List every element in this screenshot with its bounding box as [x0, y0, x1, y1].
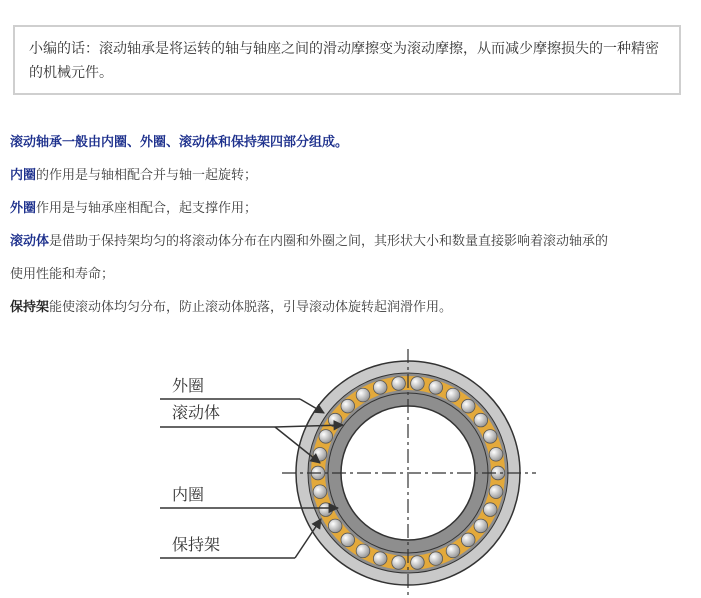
rolling-element-ball: [392, 377, 406, 391]
rolling-element-ball: [319, 503, 333, 517]
rolling-element-ball: [489, 447, 503, 461]
rolling-element-ball: [483, 430, 497, 444]
outer-ring-desc: 作用是与轴承座相配合，起支撑作用；: [36, 201, 258, 216]
rolling-element-ball: [328, 519, 342, 533]
outer-ring-term: 外圈: [10, 201, 37, 216]
inner-ring-term: 内圈: [10, 168, 37, 183]
cage-term: 保持架: [10, 300, 50, 315]
editor-note-box: [13, 25, 681, 95]
cage-paragraph: [10, 296, 452, 315]
label-outer-ring: 外圈: [172, 376, 205, 395]
rolling-element-ball: [392, 556, 406, 570]
rolling-element-term: 滚动体: [10, 234, 50, 249]
rolling-element-paragraph-cont: 使用性能和寿命；: [10, 267, 115, 282]
rolling-element-ball: [461, 533, 475, 547]
rolling-element-ball: [356, 388, 370, 402]
rolling-element-ball: [341, 533, 355, 547]
rolling-element-ball: [341, 399, 355, 413]
rolling-element-ball: [356, 544, 370, 558]
outer-ring-paragraph: [10, 197, 257, 216]
inner-ring-desc: 的作用是与轴相配合并与轴一起旋转；: [36, 168, 258, 183]
label-cage: 保持架: [172, 535, 221, 554]
editor-note-text: 小编的话：滚动轴承是将运转的轴与轴座之间的滑动摩擦变为滚动摩擦，从而减少摩擦损失的一种精密的机械元件。: [29, 41, 659, 81]
intro-paragraph: 滚动轴承一般由内圈、外圈、滚动体和保持架四部分组成。: [10, 135, 349, 150]
rolling-element-paragraph: [10, 230, 608, 249]
rolling-element-ball: [489, 485, 503, 499]
rolling-element-ball: [319, 430, 333, 444]
rolling-element-ball: [373, 381, 387, 395]
rolling-element-ball: [429, 552, 443, 566]
rolling-element-ball: [373, 552, 387, 566]
bearing-diagram: [150, 345, 550, 598]
rolling-element-ball: [446, 388, 460, 402]
cage-desc: 能使滚动体均匀分布，防止滚动体脱落，引导滚动体旋转起润滑作用。: [49, 300, 453, 315]
rolling-element-ball: [461, 399, 475, 413]
rolling-element-ball: [429, 381, 443, 395]
rolling-element-ball: [411, 556, 425, 570]
inner-ring-paragraph: [10, 164, 257, 183]
rolling-element-ball: [483, 503, 497, 517]
label-rolling-element: 滚动体: [172, 403, 221, 422]
rolling-element-desc: 是借助于保持架均匀的将滚动体分布在内圈和外圈之间，其形状大小和数量直接影响着滚动轴承的: [49, 234, 609, 249]
rolling-element-ball: [474, 413, 488, 427]
rolling-element-ball: [411, 377, 425, 391]
rolling-element-ball: [313, 485, 327, 499]
label-inner-ring: 内圈: [172, 485, 205, 504]
rolling-element-ball: [446, 544, 460, 558]
rolling-element-ball: [474, 519, 488, 533]
